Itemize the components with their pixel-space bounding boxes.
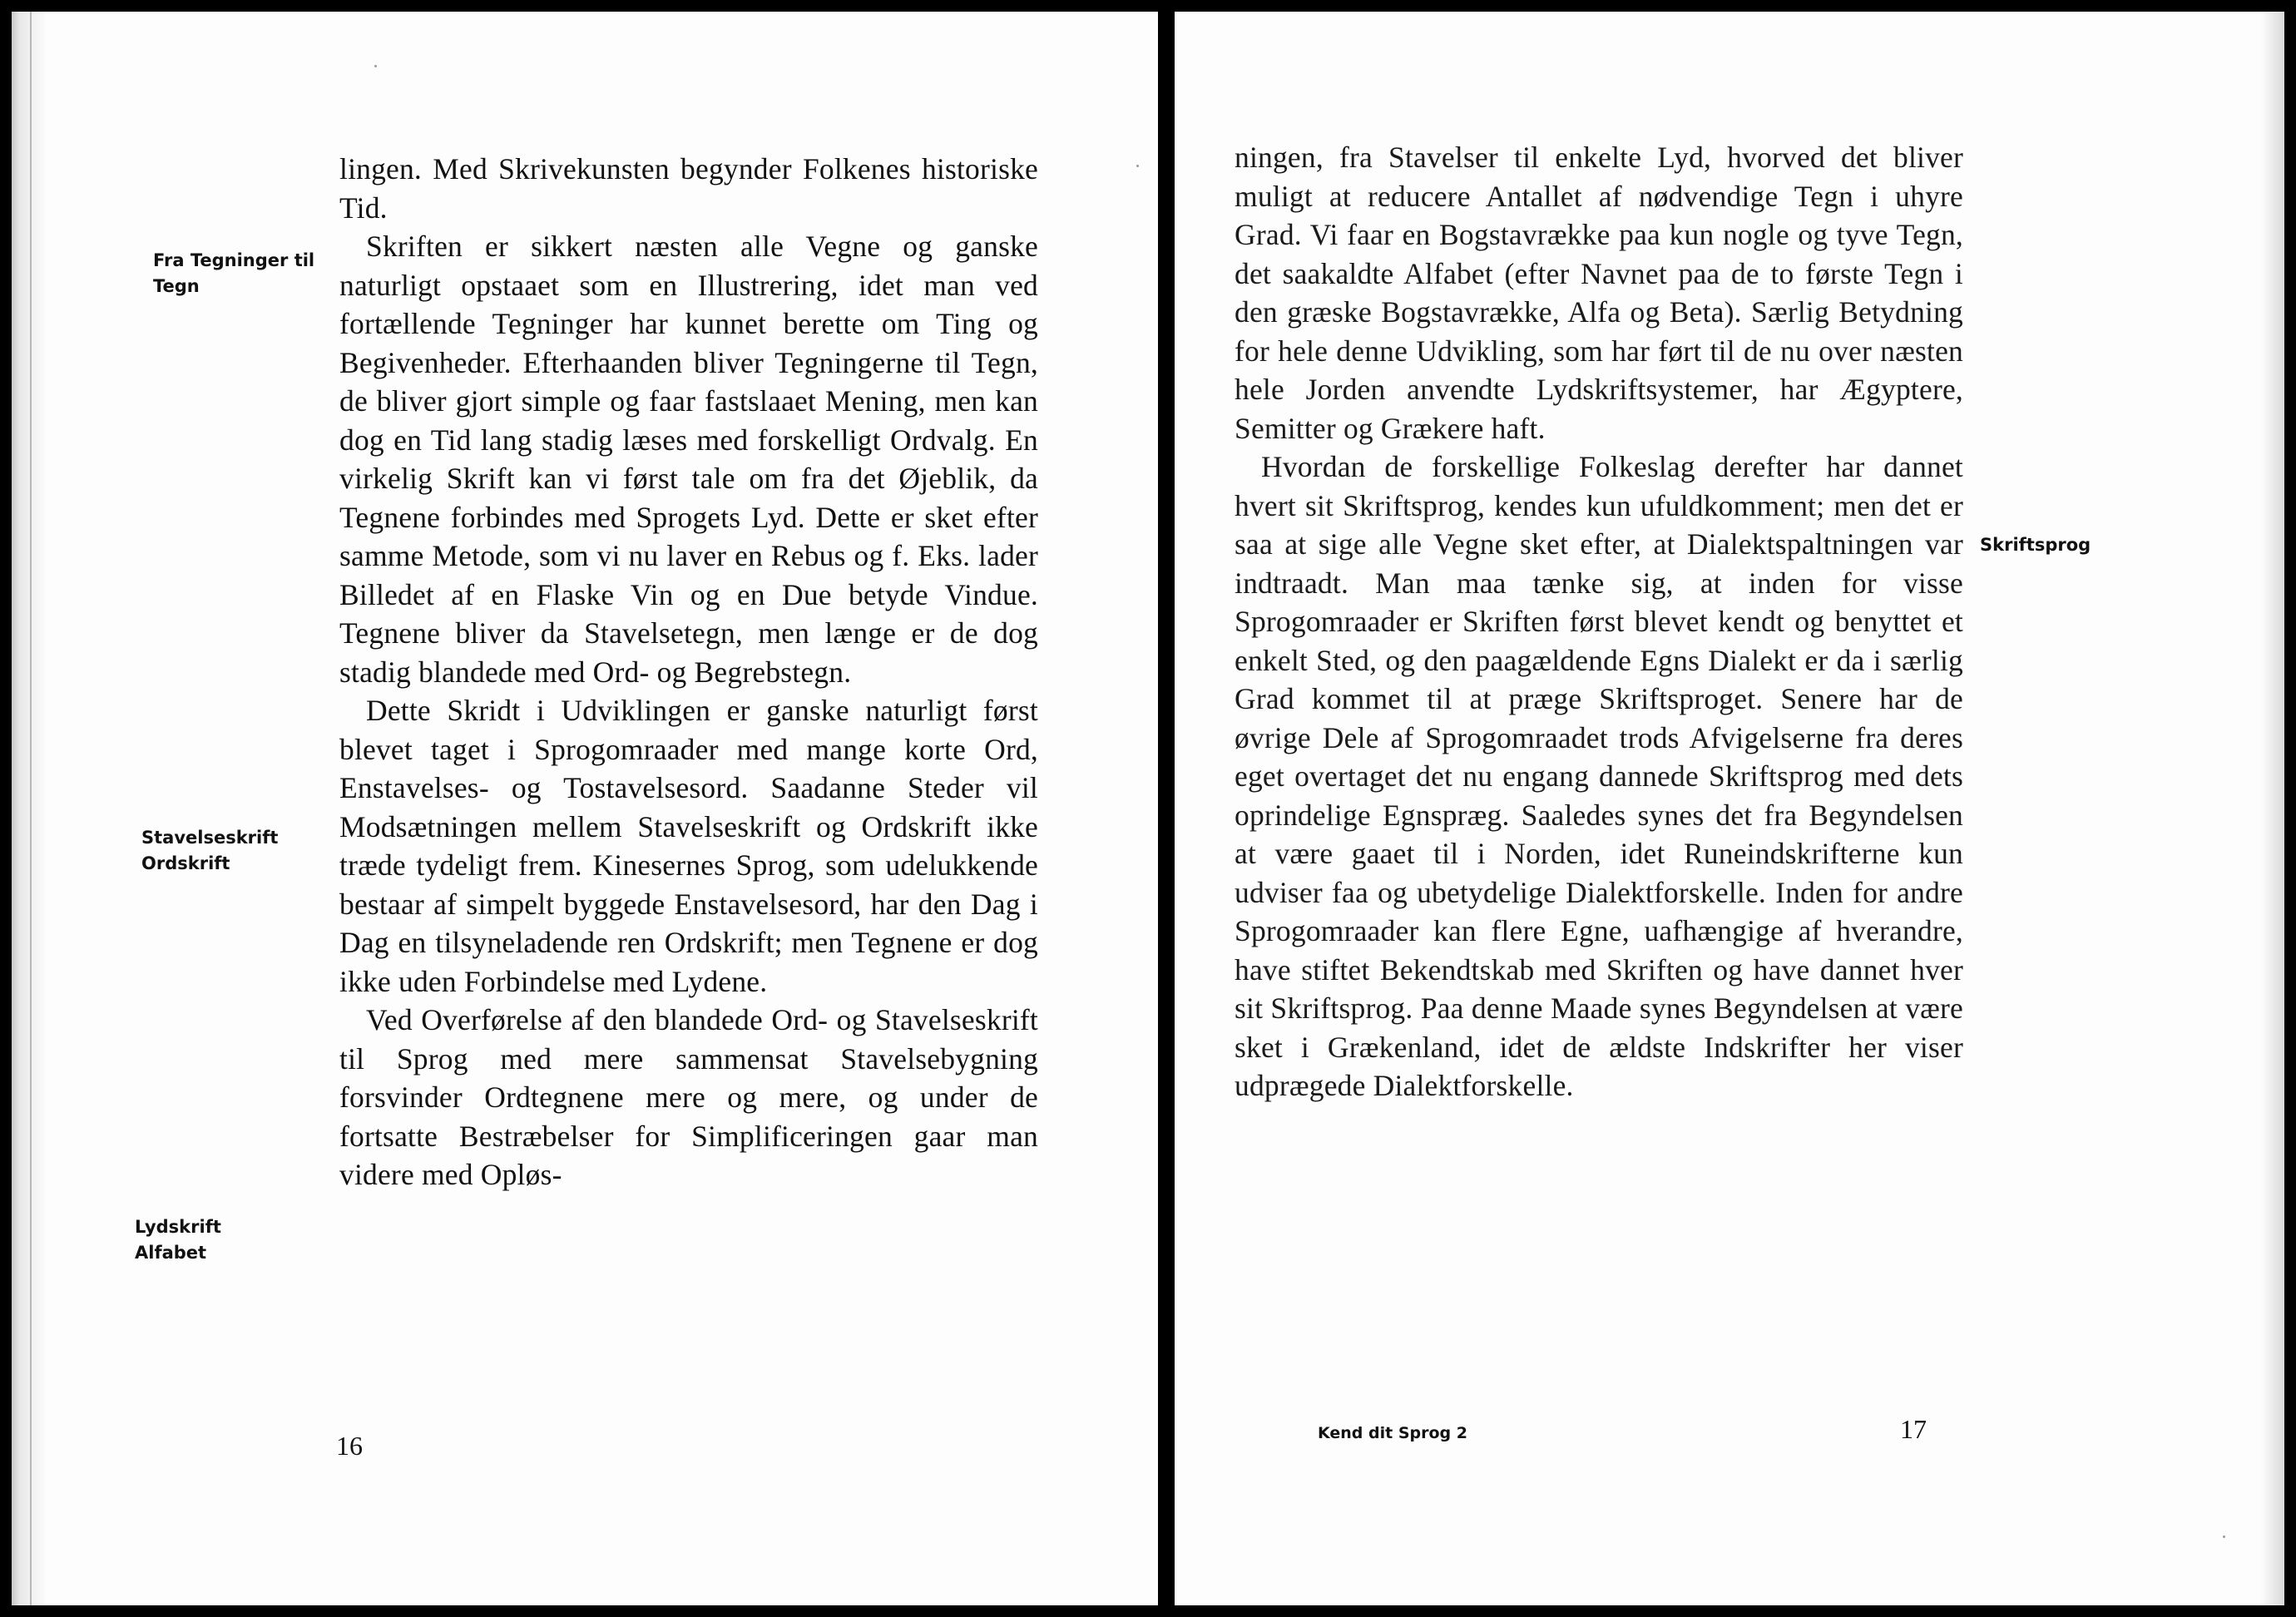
paper-speck [374,65,377,67]
marginal-note-lydskrift: Lydskrift Alfabet [135,1217,221,1263]
paragraph: Dette Skridt i Udviklingen er ganske naturligt først blevet taget i Sprogomraader med mange korte Ord, Enstavelses- og Tostavelsesord. Saadanne Steder vil Modsætningen mellem Stavelseskrift og Ordskrift ikke træde tydeligt frem. Kinesernes Sprog, som udelukkende bestaar af simpelt byggede Enstavelsesord, har den Dag i Dag en tilsyneladende ren Ordskrift; men Tegnene er dog ikke uden Forbindelse med Lydene. [339,694,1038,998]
marginal-note-stavelseskrift: Stavelseskrift Ordskrift [141,828,279,873]
paragraph: Skriften er sikkert næsten alle Vegne og ganske naturligt opstaaet som en Illustrering, idet man ved fortællende Tegninger har kunnet berette om Ting og Begivenheder. Efterhaanden bliver Tegningerne til Tegn, de bliver gjort simple og faar fastslaaet Mening, men kan dog en Tid lang stadig læses med forskelligt Ordvalg. En virkelig Skrift kan vi først tale om fra det Øjeblik, da Tegnene forbindes med Sprogets Lyd. Dette er sket efter samme Metode, som vi nu laver en Rebus og f. Eks. lader Billedet af en Flaske Vin og en Due betyde Vindue. Tegnene bliver da Stavelsetegn, men længe er de dog stadig blandede med Ord- og Begrebstegn. [339,230,1038,689]
footer-signature: Kend dit Sprog 2 [1318,1424,1467,1442]
left-page [12,12,1158,1605]
right-page [1175,12,2284,1605]
paragraph: lingen. Med Skrivekunsten begynder Folkenes historiske Tid. [339,152,1038,225]
marginal-note-fra-tegninger: Fra Tegninger til Tegn [153,250,315,296]
page-edge-shadow [2261,12,2284,1605]
paper-speck [2223,1535,2225,1538]
right-page-body [1235,138,1963,1105]
paragraph: Hvordan de forskellige Folkeslag derefter har dannet hvert sit Skriftsprog, kendes kun ufuldkomment; men det er saa at sige alle Vegne sket efter, at Dialektspaltningen var indtraadt. Man maa tænke sig, at inden for visse Sprogomraader er Skriften først blevet kendt og benyttet et enkelt Sted, og den paagældende Egns Dialekt er da i særlig Grad kommet til at præge Skriftsproget. Senere har de øvrige Dele af Sprogomraadet trods Afvigelserne fra deres eget overtaget det nu engang dannede Skriftsprog med dets oprindelige Egnspræg. Saaledes synes det fra Begyndelsen at være gaaet til i Norden, idet Runeindskrifterne kun udviser faa og ubetydelige Dialektforskelle. Inden for andre Sprogomraader kan flere Egne, uafhængige af hverandre, have stiftet Bekendtskab med Skriften og have dannet hver sit Skriftsprog. Paa denne Maade synes Begyndelsen at være sket i Grækenland, idet de ældste Indskrifter her viser udprægede Dialektforskelle. [1235,450,1963,1102]
paragraph: Ved Overførelse af den blandede Ord- og Stavelseskrift til Sprog med mere sammensat Stavelsebygning forsvinder Ordtegnene mere og mere, og under de fortsatte Bestræbelser for Simplificeringen gaar man videre med Opløs- [339,1003,1038,1191]
binding-edge-line [30,12,32,1605]
paper-speck [1136,165,1139,167]
left-page-body [339,150,1038,1194]
binding-shadow [12,12,45,1605]
page-number: 16 [336,1431,363,1461]
marginal-note-skriftsprog: Skriftsprog [1980,535,2091,555]
paragraph: ningen, fra Stavelser til enkelte Lyd, hvorved det bliver muligt at reducere Antallet af nødvendige Tegn i uhyre Grad. Vi faar en Bogstavrække paa kun nogle og tyve Tegn, det saakaldte Alfabet (efter Navnet paa de to første Tegn i den græske Bogstavrække, Alfa og Beta). Særlig Betydning for hele denne Udvikling, som har ført til de nu over næsten hele Jorden anvendte Lydskriftsystemer, har Ægyptere, Semitter og Grækere haft. [1235,141,1963,445]
page-number: 17 [1900,1414,1927,1444]
